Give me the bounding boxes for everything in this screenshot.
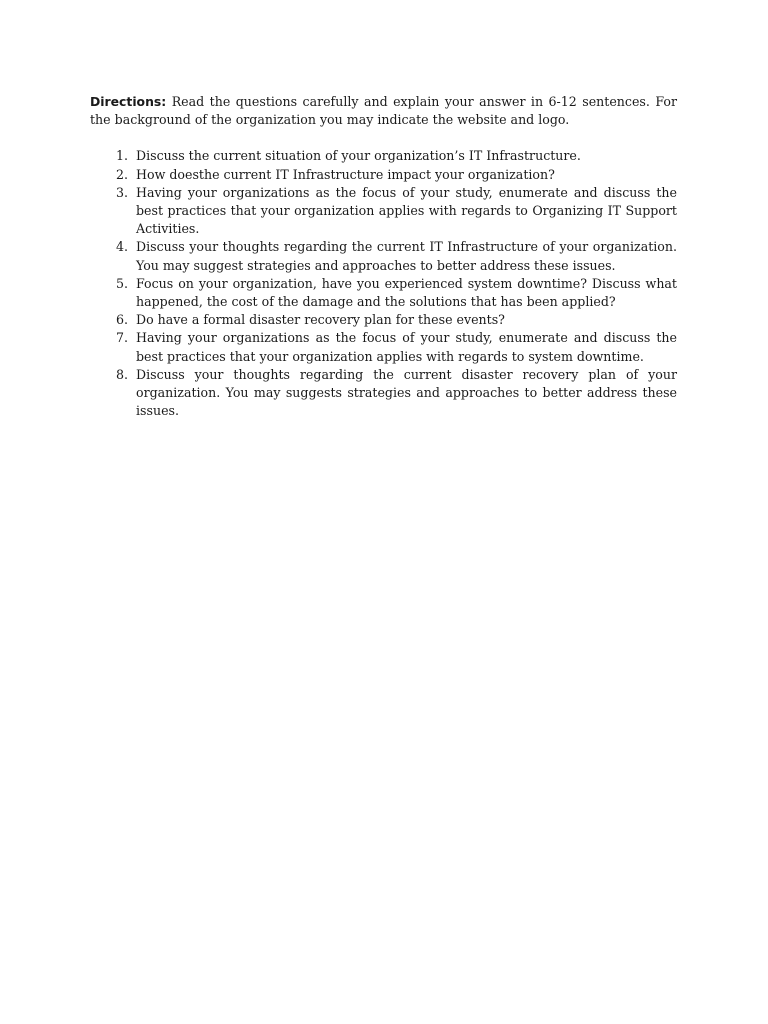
question-item [90, 166, 677, 184]
question-text: Do have a formal disaster recovery plan for these events? [136, 312, 505, 328]
question-item [90, 147, 677, 165]
question-text: How doesthe current IT Infrastructure impact your organization? [136, 166, 555, 182]
question-text: Having your organizations as the focus of your study, enumerate and discuss the best practices that your organization applies with regards to Organizing IT Support Activities. [136, 184, 677, 237]
question-text: Having your organizations as the focus of your study, enumerate and discuss the best practices that your organization applies with regards to system downtime. [136, 330, 677, 364]
directions-label: Directions: [90, 94, 167, 109]
question-item [90, 311, 677, 329]
question-number: 3. [115, 184, 128, 200]
question-number: 4. [115, 239, 128, 255]
question-item [90, 184, 677, 239]
questions-list [90, 147, 677, 420]
question-number: 8. [115, 366, 128, 382]
question-number: 1. [115, 148, 128, 164]
question-number: 2. [115, 166, 128, 182]
directions-paragraph [90, 93, 677, 129]
question-text: Discuss your thoughts regarding the current disaster recovery plan of your organization. You may suggests strategies and approaches to better address these issues. [136, 366, 677, 419]
question-text: Discuss the current situation of your organization’s IT Infrastructure. [136, 148, 581, 164]
question-item [90, 238, 677, 274]
document-body [90, 93, 677, 420]
question-number: 7. [115, 330, 128, 346]
question-text: Focus on your organization, have you experienced system downtime? Discuss what happened, the cost of the damage and the solutions that has been applied? [136, 275, 677, 310]
question-number: 5. [115, 275, 128, 291]
question-item [90, 329, 677, 365]
question-item [90, 275, 677, 311]
question-number: 6. [115, 312, 128, 328]
question-item [90, 366, 677, 421]
question-text: Discuss your thoughts regarding the current IT Infrastructure of your organization. You may suggest strategies and approaches to better address these issues. [136, 239, 677, 273]
directions-text: Read the questions carefully and explain your answer in 6-12 sentences. For the background of the organization you may indicate the website and logo. [90, 94, 677, 128]
